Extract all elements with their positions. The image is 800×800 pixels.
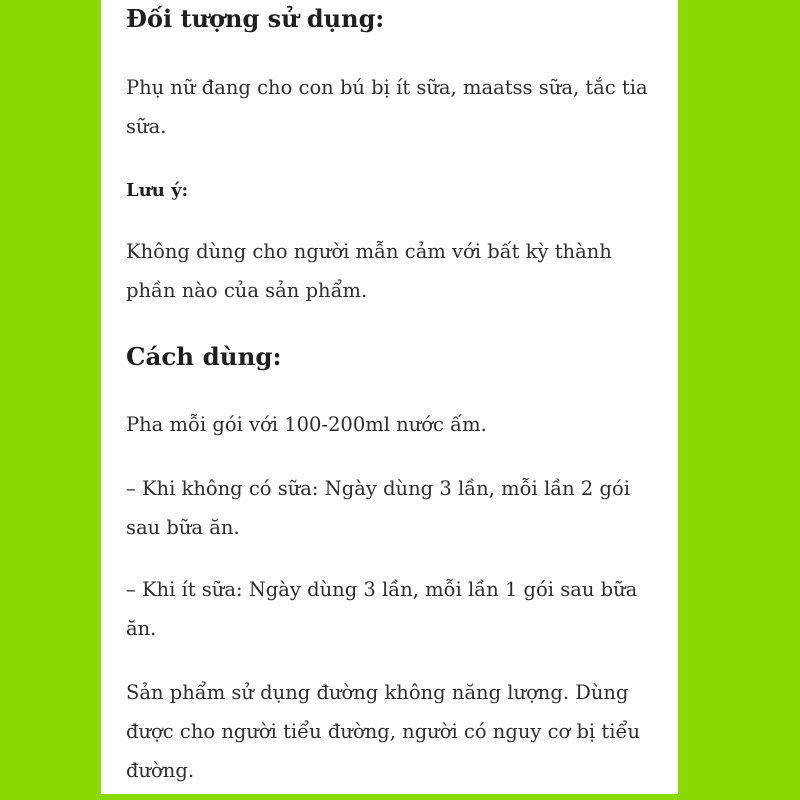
heading-usage: Cách dùng: — [126, 342, 282, 371]
usage-paragraph: Pha mỗi gói với 100-200ml nước ấm. — [126, 413, 487, 436]
heading-target-users: Đối tượng sử dụng: — [126, 4, 385, 33]
note-paragraph: Không dùng cho người mẫn cảm với bất kỳ thành phần nào của sản phẩm. — [126, 240, 612, 302]
article-content — [101, 0, 678, 794]
sugar-note-paragraph: Sản phẩm sử dụng đường không năng lượng. Dùng được cho người tiểu đường, người có nguy cơ bị tiểu đường. — [126, 681, 640, 782]
usage-no-milk-paragraph: – Khi không có sữa: Ngày dùng 3 lần, mỗi lần 2 gói sau bữa ăn. — [126, 477, 630, 539]
target-users-paragraph: Phụ nữ đang cho con bú bị ít sữa, maatss sữa, tắc tia sữa. — [126, 76, 648, 138]
heading-note: Lưu ý: — [126, 180, 189, 201]
usage-low-milk-paragraph: – Khi ít sữa: Ngày dùng 3 lần, mỗi lần 1 gói sau bữa ăn. — [126, 578, 638, 640]
